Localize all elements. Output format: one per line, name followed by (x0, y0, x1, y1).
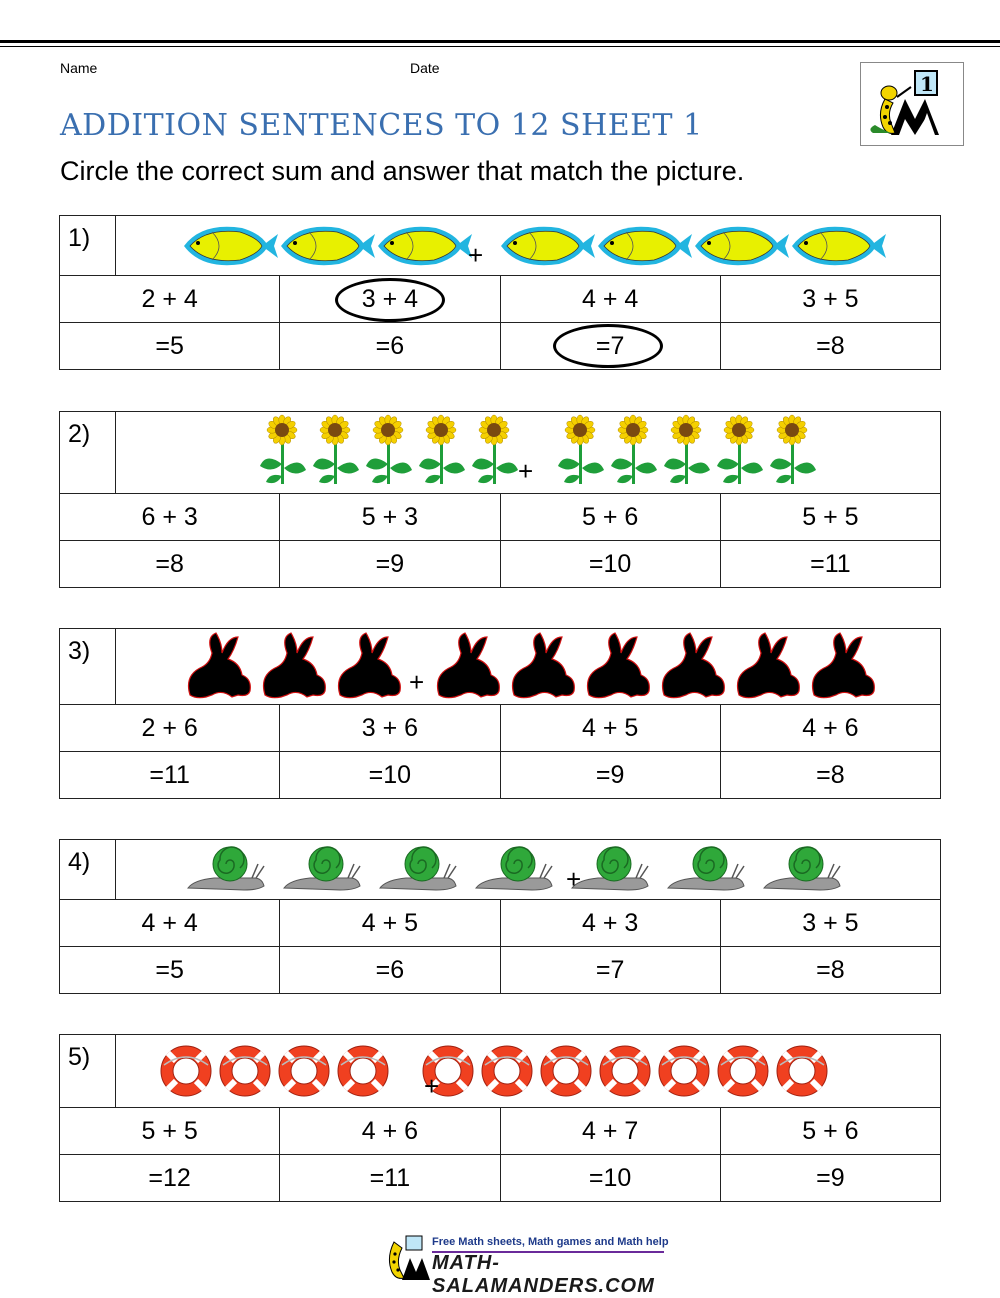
answer-option[interactable]: =7 (500, 947, 720, 993)
fish-icon (501, 227, 595, 265)
date-label: Date (410, 60, 440, 76)
rabbit-icon (738, 633, 800, 698)
rabbit-icon (264, 633, 326, 698)
question-3 (59, 628, 941, 799)
plus-sign: + (518, 456, 534, 486)
lifebuoy-icon (220, 1046, 270, 1096)
sum-option[interactable]: 3 + 6 (279, 705, 499, 751)
top-rule-thin (0, 46, 1000, 47)
lifebuoy-icon (659, 1046, 709, 1096)
sum-option[interactable]: 2 + 4 (141, 284, 198, 313)
snail-icon (284, 847, 360, 890)
answer-option[interactable]: =8 (155, 549, 184, 578)
sunflower-icon (717, 415, 763, 484)
sum-option[interactable]: 3 + 5 (720, 276, 940, 322)
snail-icon (380, 847, 456, 890)
sum-option[interactable]: 4 + 6 (279, 1108, 499, 1154)
rabbit-icon (438, 633, 500, 698)
answer-option[interactable]: =10 (500, 1155, 720, 1201)
sunflower-icon (366, 415, 412, 484)
question-1 (59, 215, 941, 370)
sum-option[interactable]: 5 + 5 (141, 1116, 198, 1145)
answer-option[interactable]: =11 (149, 760, 190, 789)
picture-fish (116, 216, 940, 275)
lifebuoy-icon (777, 1046, 827, 1096)
rabbit-icon (588, 633, 650, 698)
lifebuoy-icon (279, 1046, 329, 1096)
sum-option[interactable]: 4 + 3 (500, 900, 720, 946)
answer-option[interactable]: =12 (148, 1163, 191, 1192)
sunflower-icon (558, 415, 604, 484)
sum-option[interactable]: 6 + 3 (141, 502, 198, 531)
page-title: ADDITION SENTENCES TO 12 SHEET 1 (60, 108, 703, 143)
snail-icon (668, 847, 744, 890)
answer-circle (335, 278, 445, 322)
question-2 (59, 411, 941, 588)
plus-sign: + (424, 1071, 440, 1101)
sum-option[interactable]: 4 + 7 (500, 1108, 720, 1154)
picture-sunflowers (116, 412, 940, 493)
fish-icon (695, 227, 789, 265)
name-label: Name (60, 60, 98, 76)
answer-option[interactable]: =8 (720, 947, 940, 993)
rabbit-icon (189, 633, 251, 698)
question-number: 4) (60, 840, 116, 899)
fish-icon (792, 227, 886, 265)
answer-option[interactable]: =7 (500, 323, 720, 369)
answer-option[interactable]: =11 (720, 541, 940, 587)
picture-lifebuoys (116, 1035, 940, 1107)
fish-icon (598, 227, 692, 265)
picture-snails (116, 840, 940, 899)
lifebuoy-icon (338, 1046, 388, 1096)
plus-sign: + (409, 667, 425, 697)
answer-option[interactable]: =9 (279, 541, 499, 587)
lifebuoy-icon (161, 1046, 211, 1096)
salamander-mini-icon (380, 1232, 430, 1284)
answer-option[interactable]: =9 (720, 1155, 940, 1201)
answer-option[interactable]: =6 (279, 947, 499, 993)
rabbit-icon (513, 633, 575, 698)
question-5 (59, 1034, 941, 1202)
sum-option[interactable]: 4 + 4 (141, 908, 198, 937)
fish-icon (378, 227, 472, 265)
answer-option[interactable]: =8 (720, 323, 940, 369)
lifebuoy-icon (482, 1046, 532, 1096)
sum-option[interactable]: 4 + 6 (720, 705, 940, 751)
answer-option[interactable]: =11 (279, 1155, 499, 1201)
lifebuoy-icon (600, 1046, 650, 1096)
sum-option[interactable]: 4 + 5 (500, 705, 720, 751)
plus-sign: + (468, 240, 484, 270)
answer-option[interactable]: =5 (155, 331, 184, 360)
top-rule (0, 40, 1000, 43)
sum-option[interactable]: 5 + 6 (720, 1108, 940, 1154)
sum-option[interactable]: 2 + 6 (141, 713, 198, 742)
answer-option[interactable]: =9 (500, 752, 720, 798)
sunflower-icon (419, 415, 465, 484)
answer-option[interactable]: =5 (155, 955, 184, 984)
snail-icon (764, 847, 840, 890)
sum-option[interactable]: 4 + 5 (279, 900, 499, 946)
snail-icon (188, 847, 264, 890)
snail-icon (476, 847, 552, 890)
sunflower-icon (611, 415, 657, 484)
sum-option[interactable]: 5 + 3 (279, 494, 499, 540)
sum-option[interactable]: 3 + 4 (279, 276, 499, 322)
sum-option[interactable]: 4 + 4 (500, 276, 720, 322)
footer-site: MATH-SALAMANDERS.COM (432, 1252, 655, 1297)
sunflower-icon (664, 415, 710, 484)
question-4 (59, 839, 941, 994)
picture-rabbits (116, 629, 940, 704)
answer-option[interactable]: =10 (279, 752, 499, 798)
sunflower-icon (472, 415, 518, 484)
question-number: 3) (60, 629, 116, 704)
snail-icon (572, 847, 648, 890)
sum-option[interactable]: 5 + 6 (500, 494, 720, 540)
sum-option[interactable]: 3 + 5 (720, 900, 940, 946)
lifebuoy-icon (541, 1046, 591, 1096)
question-number: 1) (60, 216, 116, 275)
rabbit-icon (663, 633, 725, 698)
answer-option[interactable]: =10 (500, 541, 720, 587)
fish-icon (281, 227, 375, 265)
question-number: 2) (60, 412, 116, 493)
instructions: Circle the correct sum and answer that match the picture. (60, 156, 745, 186)
lifebuoy-icon (718, 1046, 768, 1096)
question-number: 5) (60, 1035, 116, 1107)
answer-circle (553, 324, 663, 368)
sunflower-icon (260, 415, 306, 484)
answer-option[interactable]: =8 (720, 752, 940, 798)
salamander-logo (860, 62, 964, 146)
sunflower-icon (313, 415, 359, 484)
rabbit-icon (813, 633, 875, 698)
logo-badge: 1 (920, 72, 934, 96)
footer-logo[interactable] (380, 1232, 670, 1297)
footer-tagline: Free Math sheets, Math games and Math help (432, 1236, 669, 1248)
rabbit-icon (339, 633, 401, 698)
sunflower-icon (770, 415, 816, 484)
plus-sign: + (566, 864, 582, 894)
answer-option[interactable]: =6 (279, 323, 499, 369)
sum-option[interactable]: 5 + 5 (720, 494, 940, 540)
fish-icon (184, 227, 278, 265)
